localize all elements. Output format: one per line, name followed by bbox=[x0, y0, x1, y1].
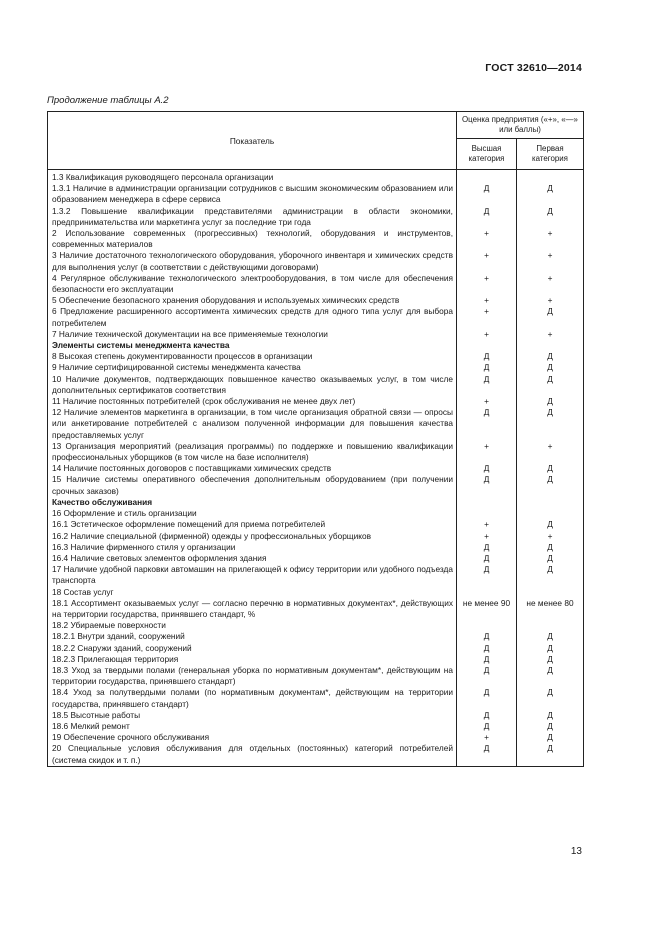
table-row bbox=[48, 306, 584, 328]
table-row bbox=[48, 643, 584, 654]
row-indicator: 1.3.1 Наличие в администрации организации сотрудников с высшим экономическим образованием или образованием менеджера в сфере сервиса bbox=[48, 183, 457, 205]
header-first-category: Первая категория bbox=[517, 139, 584, 170]
table-row bbox=[48, 721, 584, 732]
table-row bbox=[48, 329, 584, 340]
table-row bbox=[48, 553, 584, 564]
row-highest-category: + bbox=[457, 228, 517, 250]
row-first-category: Д bbox=[517, 463, 584, 474]
row-first-category: Д bbox=[517, 183, 584, 205]
row-first-category: + bbox=[517, 295, 584, 306]
row-indicator: 17 Наличие удобной парковки автомашин на прилегающей к офису территории или удобного подъезда транспорта bbox=[48, 564, 457, 586]
row-first-category bbox=[517, 620, 584, 631]
row-highest-category: Д bbox=[457, 631, 517, 642]
row-first-category: Д bbox=[517, 743, 584, 766]
row-first-category: Д bbox=[517, 564, 584, 586]
row-indicator: 14 Наличие постоянных договоров с поставщиками химических средств bbox=[48, 463, 457, 474]
row-indicator: 16 Оформление и стиль организации bbox=[48, 508, 457, 519]
table-continuation-caption: Продолжение таблицы А.2 bbox=[47, 95, 169, 106]
requirements-table bbox=[47, 111, 584, 767]
row-indicator: 18.2.2 Снаружи зданий, сооружений bbox=[48, 643, 457, 654]
row-indicator: 16.1 Эстетическое оформление помещений для приема потребителей bbox=[48, 519, 457, 530]
row-indicator: 2 Использование современных (прогрессивных) технологий, оборудования и инструментов, современных материалов bbox=[48, 228, 457, 250]
row-highest-category: Д bbox=[457, 553, 517, 564]
row-highest-category: Д bbox=[457, 665, 517, 687]
row-first-category: не менее 80 bbox=[517, 598, 584, 620]
row-first-category: Д bbox=[517, 474, 584, 496]
table-row bbox=[48, 620, 584, 631]
row-first-category: Д bbox=[517, 362, 584, 373]
row-indicator: 8 Высокая степень документированности процессов в организации bbox=[48, 351, 457, 362]
row-first-category: Д bbox=[517, 631, 584, 642]
row-highest-category bbox=[457, 340, 517, 351]
table-row bbox=[48, 743, 584, 766]
row-first-category: Д bbox=[517, 407, 584, 441]
table-row bbox=[48, 598, 584, 620]
row-highest-category: Д bbox=[457, 206, 517, 228]
row-indicator: 18.2 Убираемые поверхности bbox=[48, 620, 457, 631]
table-row bbox=[48, 273, 584, 295]
row-first-category: Д bbox=[517, 721, 584, 732]
row-highest-category: Д bbox=[457, 183, 517, 205]
row-first-category bbox=[517, 508, 584, 519]
row-first-category: + bbox=[517, 228, 584, 250]
row-first-category bbox=[517, 587, 584, 598]
table-row bbox=[48, 587, 584, 598]
row-highest-category: Д bbox=[457, 687, 517, 709]
row-highest-category: Д bbox=[457, 710, 517, 721]
row-first-category: Д bbox=[517, 732, 584, 743]
row-highest-category: Д bbox=[457, 542, 517, 553]
header-highest-category: Высшая категория bbox=[457, 139, 517, 170]
row-first-category: Д bbox=[517, 306, 584, 328]
table-row bbox=[48, 654, 584, 665]
row-highest-category: Д bbox=[457, 407, 517, 441]
row-highest-category bbox=[457, 497, 517, 508]
table-row bbox=[48, 463, 584, 474]
table-row bbox=[48, 362, 584, 373]
row-indicator: 1.3.2 Повышение квалификации представителями администрации в области экономики, предпринимательства или маркетинга услуг за последние три года bbox=[48, 206, 457, 228]
table-row bbox=[48, 250, 584, 272]
row-indicator: 18.3 Уход за твердыми полами (генеральная уборка по нормативным документам*, действующим на территории государства, принявшего стандарт) bbox=[48, 665, 457, 687]
header-rating: Оценка предприятия («+», «—» или баллы) bbox=[457, 112, 584, 139]
row-first-category: + bbox=[517, 531, 584, 542]
row-indicator: 13 Организация мероприятий (реализация программы) по поддержке и повышению квалификации профессиональных уборщиков (в том числе на базе исполнителя) bbox=[48, 441, 457, 463]
row-indicator: 5 Обеспечение безопасного хранения оборудования и используемых химических средств bbox=[48, 295, 457, 306]
row-highest-category: + bbox=[457, 732, 517, 743]
row-indicator: 16.3 Наличие фирменного стиля у организации bbox=[48, 542, 457, 553]
row-indicator: Качество обслуживания bbox=[48, 497, 457, 508]
row-indicator: 10 Наличие документов, подтверждающих повышенное качество оказываемых услуг, в том числе дополнительных сертификатов соответствия bbox=[48, 374, 457, 396]
table-row bbox=[48, 564, 584, 586]
row-first-category: + bbox=[517, 273, 584, 295]
row-first-category: Д bbox=[517, 519, 584, 530]
row-indicator: 1.3 Квалификация руководящего персонала организации bbox=[48, 170, 457, 184]
row-indicator: 6 Предложение расширенного ассортимента химических средств для одного типа услуг для выбора потребителем bbox=[48, 306, 457, 328]
row-highest-category: + bbox=[457, 306, 517, 328]
row-highest-category: + bbox=[457, 441, 517, 463]
table-row bbox=[48, 474, 584, 496]
row-highest-category: + bbox=[457, 519, 517, 530]
row-indicator: 20 Специальные условия обслуживания для отдельных (постоянных) категорий потребителей (система скидок и т. п.) bbox=[48, 743, 457, 766]
table-row bbox=[48, 441, 584, 463]
table-row bbox=[48, 396, 584, 407]
row-indicator: 18.2.1 Внутри зданий, сооружений bbox=[48, 631, 457, 642]
row-first-category: Д bbox=[517, 643, 584, 654]
row-highest-category: Д bbox=[457, 564, 517, 586]
row-first-category: Д bbox=[517, 206, 584, 228]
page-number: 13 bbox=[570, 846, 582, 857]
row-indicator: 9 Наличие сертифицированной системы менеджмента качества bbox=[48, 362, 457, 373]
row-first-category: Д bbox=[517, 710, 584, 721]
table-row bbox=[48, 665, 584, 687]
row-highest-category: + bbox=[457, 329, 517, 340]
row-highest-category: Д bbox=[457, 474, 517, 496]
row-first-category: Д bbox=[517, 351, 584, 362]
row-first-category: + bbox=[517, 329, 584, 340]
row-highest-category bbox=[457, 508, 517, 519]
table-row bbox=[48, 519, 584, 530]
row-first-category bbox=[517, 497, 584, 508]
row-highest-category: Д bbox=[457, 643, 517, 654]
row-first-category bbox=[517, 340, 584, 351]
row-indicator: 18.4 Уход за полутвердыми полами (по нормативным документам*, действующим на территории государства, принявшего стандарт) bbox=[48, 687, 457, 709]
table-row bbox=[48, 497, 584, 508]
row-first-category: + bbox=[517, 250, 584, 272]
row-highest-category bbox=[457, 170, 517, 184]
table-row bbox=[48, 542, 584, 553]
row-indicator: 7 Наличие технической документации на все применяемые технологии bbox=[48, 329, 457, 340]
table-row bbox=[48, 351, 584, 362]
row-highest-category bbox=[457, 620, 517, 631]
row-highest-category: Д bbox=[457, 351, 517, 362]
table-row bbox=[48, 407, 584, 441]
table-row bbox=[48, 374, 584, 396]
row-first-category: Д bbox=[517, 665, 584, 687]
table-row bbox=[48, 206, 584, 228]
table-row bbox=[48, 732, 584, 743]
row-highest-category: + bbox=[457, 250, 517, 272]
row-indicator: Элементы системы менеджмента качества bbox=[48, 340, 457, 351]
row-indicator: 18.1 Ассортимент оказываемых услуг — согласно перечню в нормативных документах*, действующих на территории государства, принявшего стандарт, % bbox=[48, 598, 457, 620]
row-first-category bbox=[517, 170, 584, 184]
row-highest-category: Д bbox=[457, 654, 517, 665]
row-first-category: Д bbox=[517, 374, 584, 396]
row-highest-category: + bbox=[457, 531, 517, 542]
row-indicator: 18.5 Высотные работы bbox=[48, 710, 457, 721]
table-row bbox=[48, 710, 584, 721]
row-indicator: 16.2 Наличие специальной (фирменной) одежды у профессиональных уборщиков bbox=[48, 531, 457, 542]
row-indicator: 16.4 Наличие световых элементов оформления здания bbox=[48, 553, 457, 564]
table-row bbox=[48, 228, 584, 250]
row-indicator: 18.6 Мелкий ремонт bbox=[48, 721, 457, 732]
header-indicator: Показатель bbox=[48, 112, 457, 170]
row-indicator: 19 Обеспечение срочного обслуживания bbox=[48, 732, 457, 743]
document-code: ГОСТ 32610—2014 bbox=[485, 62, 582, 74]
row-highest-category: + bbox=[457, 295, 517, 306]
table-row bbox=[48, 508, 584, 519]
row-indicator: 11 Наличие постоянных потребителей (срок обслуживания не менее двух лет) bbox=[48, 396, 457, 407]
row-first-category: Д bbox=[517, 553, 584, 564]
table-row bbox=[48, 631, 584, 642]
row-indicator: 3 Наличие достаточного технологического оборудования, уборочного инвентаря и химических средств для выполнения услуг (в соответствии с действующими договорами) bbox=[48, 250, 457, 272]
row-highest-category: не менее 90 bbox=[457, 598, 517, 620]
table-row bbox=[48, 183, 584, 205]
row-first-category: Д bbox=[517, 396, 584, 407]
row-highest-category bbox=[457, 587, 517, 598]
table-row bbox=[48, 687, 584, 709]
row-indicator: 4 Регулярное обслуживание технологического электрооборудования, в том числе для обеспечения безопасности его эксплуатации bbox=[48, 273, 457, 295]
row-highest-category: Д bbox=[457, 743, 517, 766]
row-first-category: Д bbox=[517, 687, 584, 709]
row-first-category: Д bbox=[517, 654, 584, 665]
row-highest-category: + bbox=[457, 396, 517, 407]
row-indicator: 18 Состав услуг bbox=[48, 587, 457, 598]
table-row bbox=[48, 531, 584, 542]
row-indicator: 15 Наличие системы оперативного обеспечения дополнительным оборудованием (при получении срочных заказов) bbox=[48, 474, 457, 496]
row-indicator: 18.2.3 Прилегающая территория bbox=[48, 654, 457, 665]
row-highest-category: Д bbox=[457, 721, 517, 732]
row-highest-category: + bbox=[457, 273, 517, 295]
table-row bbox=[48, 170, 584, 184]
row-highest-category: Д bbox=[457, 362, 517, 373]
row-highest-category: Д bbox=[457, 374, 517, 396]
row-highest-category: Д bbox=[457, 463, 517, 474]
row-first-category: + bbox=[517, 441, 584, 463]
table-row bbox=[48, 340, 584, 351]
row-indicator: 12 Наличие элементов маркетинга в организации, в том числе организация обратной связи — опросы или анкетирование потребителей с анализом полученной информации для повышения качества предоставляемых услуг bbox=[48, 407, 457, 441]
row-first-category: Д bbox=[517, 542, 584, 553]
table-row bbox=[48, 295, 584, 306]
